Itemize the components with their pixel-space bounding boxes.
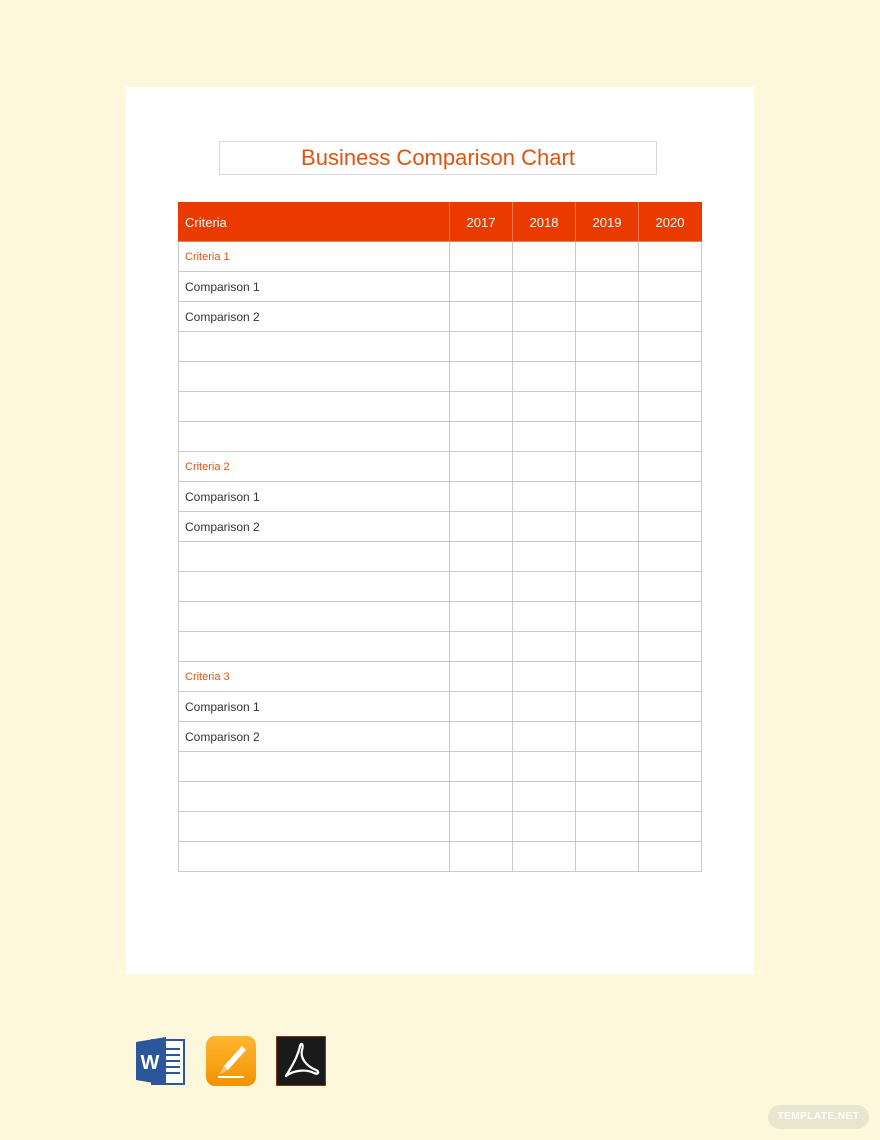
value-cell-2019[interactable] — [576, 272, 639, 302]
table-row — [179, 602, 702, 632]
document-page — [126, 87, 754, 974]
value-cell-2020[interactable] — [639, 572, 702, 602]
value-cell-2018[interactable] — [513, 482, 576, 512]
comparison-label — [179, 812, 450, 842]
value-cell-2020[interactable] — [639, 812, 702, 842]
value-cell-2020[interactable] — [639, 362, 702, 392]
table-row — [179, 812, 702, 842]
value-cell-2017[interactable] — [450, 452, 513, 482]
table-row — [179, 692, 702, 722]
header-criteria: Criteria — [179, 203, 450, 242]
value-cell-2020[interactable] — [639, 632, 702, 662]
value-cell-2019[interactable] — [576, 422, 639, 452]
value-cell-2020[interactable] — [639, 662, 702, 692]
value-cell-2019[interactable] — [576, 632, 639, 662]
comparison-label — [179, 392, 450, 422]
comparison-label — [179, 632, 450, 662]
table-row — [179, 422, 702, 452]
table-row — [179, 302, 702, 332]
value-cell-2020[interactable] — [639, 392, 702, 422]
value-cell-2020[interactable] — [639, 752, 702, 782]
value-cell-2018[interactable] — [513, 722, 576, 752]
value-cell-2017[interactable] — [450, 482, 513, 512]
value-cell-2020[interactable] — [639, 842, 702, 872]
value-cell-2017[interactable] — [450, 692, 513, 722]
value-cell-2020[interactable] — [639, 692, 702, 722]
value-cell-2019[interactable] — [576, 302, 639, 332]
header-year-2018: 2018 — [513, 203, 576, 242]
value-cell-2018[interactable] — [513, 362, 576, 392]
value-cell-2018[interactable] — [513, 422, 576, 452]
value-cell-2017[interactable] — [450, 332, 513, 362]
value-cell-2019[interactable] — [576, 332, 639, 362]
value-cell-2019[interactable] — [576, 242, 639, 272]
value-cell-2018[interactable] — [513, 242, 576, 272]
comparison-label — [179, 752, 450, 782]
value-cell-2018[interactable] — [513, 302, 576, 332]
header-year-2017: 2017 — [450, 203, 513, 242]
value-cell-2020[interactable] — [639, 422, 702, 452]
value-cell-2020[interactable] — [639, 452, 702, 482]
comparison-label — [179, 572, 450, 602]
table-body — [179, 242, 702, 872]
value-cell-2017[interactable] — [450, 722, 513, 752]
table-row — [179, 542, 702, 572]
comparison-label: Comparison 2 — [179, 302, 450, 332]
value-cell-2019[interactable] — [576, 752, 639, 782]
comparison-table — [178, 202, 702, 872]
comparison-label: Comparison 2 — [179, 512, 450, 542]
comparison-label — [179, 842, 450, 872]
document-title: Business Comparison Chart — [219, 141, 657, 175]
value-cell-2018[interactable] — [513, 572, 576, 602]
value-cell-2017[interactable] — [450, 302, 513, 332]
table-row — [179, 452, 702, 482]
criteria-section-label: Criteria 3 — [179, 662, 450, 692]
table-row — [179, 752, 702, 782]
comparison-label: Comparison 2 — [179, 722, 450, 752]
value-cell-2020[interactable] — [639, 542, 702, 572]
value-cell-2019[interactable] — [576, 782, 639, 812]
value-cell-2018[interactable] — [513, 542, 576, 572]
value-cell-2018[interactable] — [513, 452, 576, 482]
table-row — [179, 782, 702, 812]
value-cell-2019[interactable] — [576, 452, 639, 482]
value-cell-2018[interactable] — [513, 842, 576, 872]
value-cell-2017[interactable] — [450, 572, 513, 602]
comparison-label: Comparison 1 — [179, 692, 450, 722]
value-cell-2020[interactable] — [639, 602, 702, 632]
value-cell-2017[interactable] — [450, 422, 513, 452]
value-cell-2017[interactable] — [450, 812, 513, 842]
word-icon-letter: W — [140, 1052, 160, 1074]
value-cell-2018[interactable] — [513, 632, 576, 662]
header-year-2019: 2019 — [576, 203, 639, 242]
comparison-label: Comparison 1 — [179, 482, 450, 512]
value-cell-2017[interactable] — [450, 272, 513, 302]
value-cell-2019[interactable] — [576, 392, 639, 422]
value-cell-2018[interactable] — [513, 662, 576, 692]
table-row — [179, 272, 702, 302]
comparison-label — [179, 422, 450, 452]
value-cell-2019[interactable] — [576, 842, 639, 872]
value-cell-2020[interactable] — [639, 302, 702, 332]
value-cell-2018[interactable] — [513, 332, 576, 362]
table-row — [179, 512, 702, 542]
value-cell-2019[interactable] — [576, 722, 639, 752]
value-cell-2019[interactable] — [576, 812, 639, 842]
value-cell-2017[interactable] — [450, 842, 513, 872]
word-icon[interactable] — [136, 1036, 186, 1086]
value-cell-2017[interactable] — [450, 602, 513, 632]
value-cell-2020[interactable] — [639, 722, 702, 752]
value-cell-2018[interactable] — [513, 752, 576, 782]
value-cell-2018[interactable] — [513, 512, 576, 542]
value-cell-2020[interactable] — [639, 782, 702, 812]
value-cell-2019[interactable] — [576, 482, 639, 512]
table-row — [179, 362, 702, 392]
value-cell-2019[interactable] — [576, 542, 639, 572]
comparison-label — [179, 782, 450, 812]
comparison-label — [179, 332, 450, 362]
table-row — [179, 482, 702, 512]
value-cell-2018[interactable] — [513, 782, 576, 812]
value-cell-2020[interactable] — [639, 332, 702, 362]
value-cell-2017[interactable] — [450, 662, 513, 692]
value-cell-2017[interactable] — [450, 752, 513, 782]
value-cell-2019[interactable] — [576, 692, 639, 722]
value-cell-2019[interactable] — [576, 662, 639, 692]
table-row — [179, 722, 702, 752]
value-cell-2017[interactable] — [450, 392, 513, 422]
table-row — [179, 392, 702, 422]
comparison-label — [179, 602, 450, 632]
table-row — [179, 662, 702, 692]
comparison-label: Comparison 1 — [179, 272, 450, 302]
table-header-row — [179, 203, 702, 242]
table-row — [179, 242, 702, 272]
value-cell-2019[interactable] — [576, 572, 639, 602]
value-cell-2020[interactable] — [639, 272, 702, 302]
table-row — [179, 572, 702, 602]
value-cell-2018[interactable] — [513, 272, 576, 302]
criteria-section-label: Criteria 1 — [179, 242, 450, 272]
value-cell-2017[interactable] — [450, 362, 513, 392]
value-cell-2018[interactable] — [513, 692, 576, 722]
value-cell-2020[interactable] — [639, 242, 702, 272]
value-cell-2018[interactable] — [513, 812, 576, 842]
header-year-2020: 2020 — [639, 203, 702, 242]
template-net-badge: TEMPLATE.NET — [768, 1105, 869, 1129]
value-cell-2017[interactable] — [450, 632, 513, 662]
pages-icon[interactable] — [206, 1036, 256, 1086]
value-cell-2019[interactable] — [576, 362, 639, 392]
value-cell-2017[interactable] — [450, 782, 513, 812]
value-cell-2017[interactable] — [450, 542, 513, 572]
table-row — [179, 632, 702, 662]
value-cell-2018[interactable] — [513, 392, 576, 422]
value-cell-2017[interactable] — [450, 512, 513, 542]
table-row — [179, 842, 702, 872]
value-cell-2019[interactable] — [576, 512, 639, 542]
value-cell-2020[interactable] — [639, 482, 702, 512]
table-row — [179, 332, 702, 362]
value-cell-2020[interactable] — [639, 512, 702, 542]
criteria-section-label: Criteria 2 — [179, 452, 450, 482]
comparison-label — [179, 542, 450, 572]
value-cell-2018[interactable] — [513, 602, 576, 632]
comparison-label — [179, 362, 450, 392]
pdf-icon[interactable] — [276, 1036, 326, 1086]
value-cell-2019[interactable] — [576, 602, 639, 632]
value-cell-2017[interactable] — [450, 242, 513, 272]
